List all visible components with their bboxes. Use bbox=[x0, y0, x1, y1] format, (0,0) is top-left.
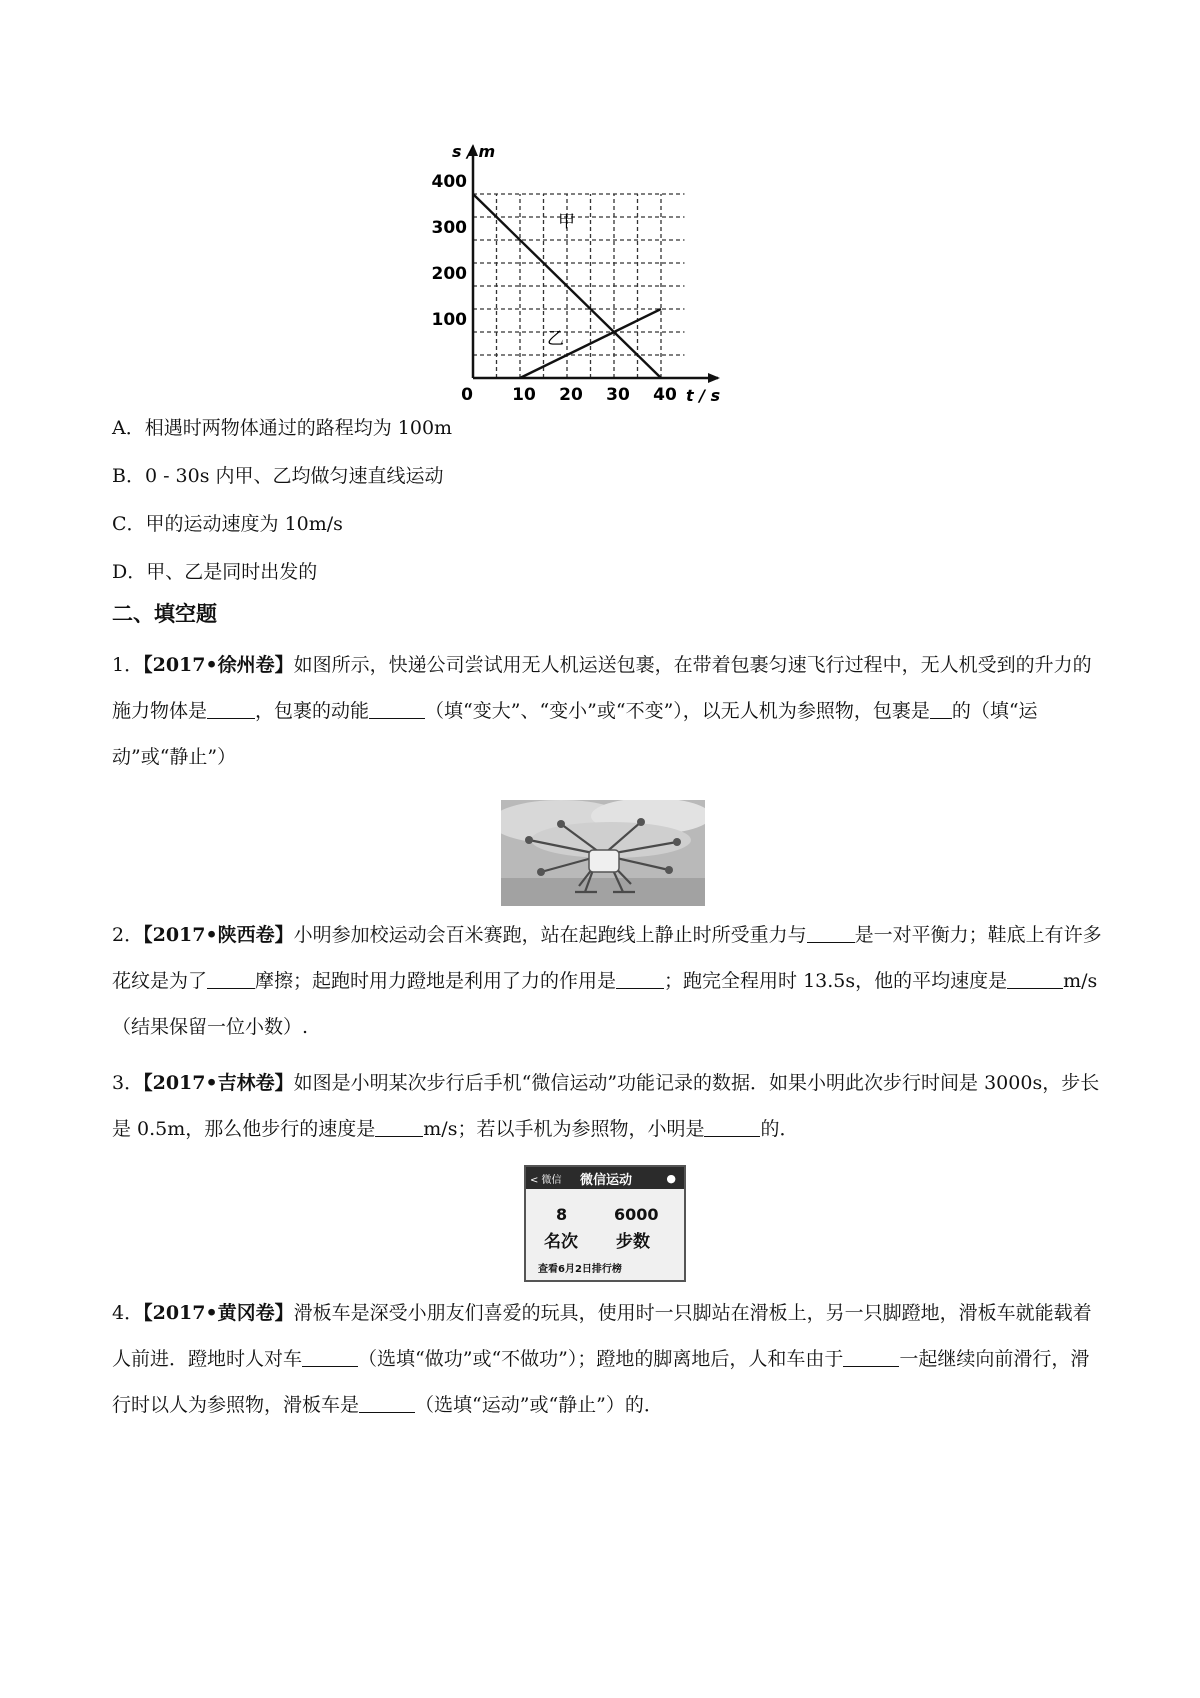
question-number: 4． bbox=[112, 1302, 144, 1324]
phone-header bbox=[526, 1167, 684, 1189]
series-label-jia: 甲 bbox=[558, 212, 575, 232]
back-link[interactable]: < 微信 bbox=[530, 1175, 562, 1186]
option-c: C．甲的运动速度为 10m/s bbox=[112, 513, 343, 535]
answer-blank[interactable] bbox=[807, 920, 855, 943]
answer-blank[interactable] bbox=[207, 966, 255, 989]
series-label-yi: 乙 bbox=[547, 329, 564, 349]
y-axis-label: s / m bbox=[452, 142, 496, 161]
question-text: m/s（结果保留一位小数）. bbox=[112, 970, 1098, 1038]
y-tick-label: 200 bbox=[431, 264, 467, 284]
question-text: 是一对平衡力；鞋底上有许多花纹是为了 bbox=[112, 924, 1102, 992]
section-title: 二、填空题 bbox=[112, 602, 217, 626]
rank-label: 名次 bbox=[544, 1232, 578, 1252]
st-graph bbox=[420, 138, 740, 408]
answer-blank[interactable] bbox=[369, 696, 425, 719]
x-tick-label: 40 bbox=[653, 385, 677, 405]
option-d: D．甲、乙是同时出发的 bbox=[112, 561, 318, 583]
question-text: 小明参加校运动会百米赛跑，站在起跑线上静止时所受重力与 bbox=[293, 924, 807, 946]
question-source: 【2017•吉林卷】 bbox=[143, 1072, 294, 1094]
question-source: 【2017•黄冈卷】 bbox=[143, 1302, 294, 1324]
question-source: 【2017•徐州卷】 bbox=[143, 654, 294, 676]
answer-blank[interactable] bbox=[704, 1114, 760, 1137]
question-text: 的． bbox=[760, 1118, 799, 1140]
answer-blank[interactable] bbox=[930, 696, 952, 719]
question-3 bbox=[112, 1060, 1102, 1152]
question-1 bbox=[112, 642, 1102, 780]
answer-blank[interactable] bbox=[843, 1344, 899, 1367]
question-text: （选填“做功”或“不做功”）；蹬地的脚离地后，人和车由于 bbox=[358, 1348, 844, 1370]
x-tick-label: 0 bbox=[461, 385, 473, 405]
option-b: B．0 - 30s 内甲、乙均做匀速直线运动 bbox=[112, 465, 444, 487]
drone-image bbox=[501, 800, 705, 906]
answer-blank[interactable] bbox=[302, 1344, 358, 1367]
question-text: （选填“运动”或“静止”）的． bbox=[415, 1394, 663, 1416]
answer-blank[interactable] bbox=[616, 966, 664, 989]
answer-blank[interactable] bbox=[1007, 966, 1063, 989]
answer-blank[interactable] bbox=[207, 696, 255, 719]
x-tick-label: 10 bbox=[512, 385, 536, 405]
question-number: 1． bbox=[112, 654, 144, 676]
question-source: 【2017•陕西卷】 bbox=[143, 924, 294, 946]
question-2 bbox=[112, 912, 1102, 1050]
question-text: 一起继续向前滑行，滑行时以人为参照物，滑板车是 bbox=[112, 1348, 1090, 1416]
question-text: （填“变大”、“变小”或“不变”），以无人机为参照物，包裹是 bbox=[425, 700, 930, 722]
question-text: 如图所示，快递公司尝试用无人机运送包裹，在带着包裹匀速飞行过程中，无人机受到的升力的施力物体是 bbox=[112, 654, 1092, 722]
tick-labels bbox=[432, 172, 677, 405]
rank-value: 8 bbox=[556, 1205, 568, 1224]
question-text: 的（填“运动”或“静止”） bbox=[112, 700, 1038, 768]
x-axis-label: t / s bbox=[686, 386, 721, 405]
y-tick-label: 100 bbox=[431, 310, 467, 330]
y-tick-label: 400 bbox=[431, 172, 467, 192]
question-text: m/s；若以手机为参照物，小明是 bbox=[423, 1118, 705, 1140]
question-text: 滑板车是深受小朋友们喜爱的玩具，使用时一只脚站在滑板上，另一只脚蹬地，滑板车就能载着人前进．蹬地时人对车 bbox=[112, 1302, 1092, 1370]
wechat-sport-screenshot bbox=[524, 1165, 686, 1282]
question-text: ，包裹的动能 bbox=[255, 700, 370, 722]
steps-value: 6000 bbox=[614, 1205, 659, 1224]
person-icon[interactable]: ● bbox=[666, 1172, 676, 1185]
ranking-link[interactable]: 查看6月2日排行榜 bbox=[538, 1264, 622, 1275]
x-tick-label: 30 bbox=[606, 385, 630, 405]
x-tick-label: 20 bbox=[559, 385, 583, 405]
question-4 bbox=[112, 1290, 1102, 1428]
y-tick-label: 300 bbox=[431, 218, 467, 238]
question-text: 摩擦；起跑时用力蹬地是利用了力的作用是 bbox=[255, 970, 617, 992]
answer-blank[interactable] bbox=[359, 1390, 415, 1413]
option-a: A．相遇时两物体通过的路程均为 100m bbox=[112, 417, 453, 439]
answer-blank[interactable] bbox=[375, 1114, 423, 1137]
question-text: 如图是小明某次步行后手机“微信运动”功能记录的数据．如果小明此次步行时间是 3000s，步长是 0.5m，那么他步行的速度是 bbox=[112, 1072, 1100, 1140]
question-text: ；跑完全程用时 13.5s，他的平均速度是 bbox=[664, 970, 1008, 992]
phone-title: 微信运动 bbox=[580, 1173, 633, 1188]
question-number: 3． bbox=[112, 1072, 144, 1094]
question-number: 2． bbox=[112, 924, 144, 946]
steps-label: 步数 bbox=[616, 1232, 650, 1252]
